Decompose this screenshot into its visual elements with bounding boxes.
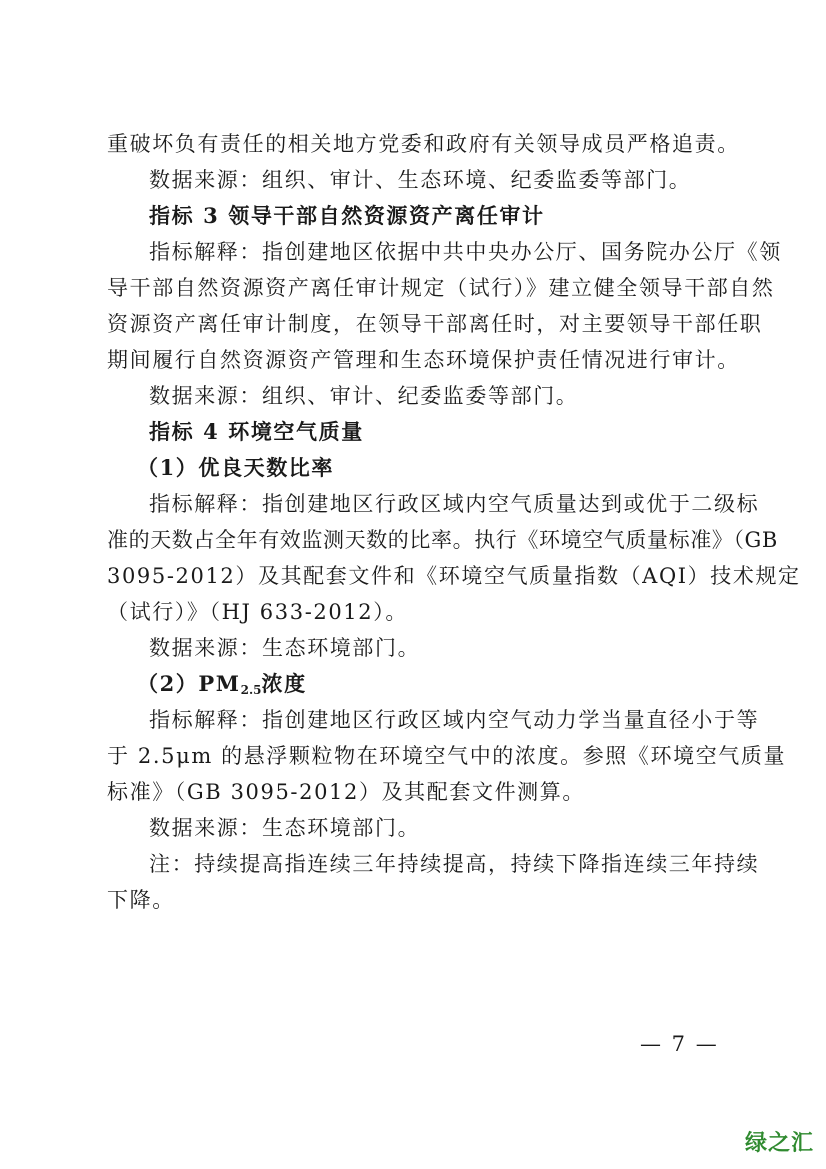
text-line: 标准》（GB 3095-2012）及其配套文件测算。 [107,780,585,804]
text-line: 资源资产离任审计制度，在领导干部离任时，对主要领导干部任职 [107,312,763,336]
paragraph-data-source-3 [107,630,721,666]
heading-suffix: 浓度 [261,671,307,696]
text-line: 准的天数占全年有效监测天数的比率。执行《环境空气质量标准》（GB [107,528,778,552]
document-body [107,126,801,918]
text-line: 指标解释：指创建地区行政区域内空气质量达到或优于二级标 [149,492,760,516]
heading-prefix: （2）PM [137,671,241,696]
text-line: 数据来源：生态环境部门。 [149,816,421,840]
text-line: 重破坏负有责任的相关地方党委和政府有关领导成员严格追责。 [107,132,740,156]
text-line: 下降。 [107,888,175,912]
text-line: 数据来源：组织、审计、纪委监委等部门。 [149,384,579,408]
paragraph-indicator-3-explanation [107,234,782,378]
paragraph-data-source-1 [107,162,721,198]
paragraph-pm25-explanation [107,702,787,810]
heading-pm25-concentration [107,666,721,702]
paragraph-data-source-4 [107,810,721,846]
heading-indicator-3 [107,198,721,234]
subsection-heading: （1）优良天数比率 [137,455,335,480]
text-line: 3095-2012）及其配套文件和《环境空气质量指数（AQI）技术规定 [107,564,801,588]
paragraph-note [107,846,760,918]
text-line: 期间履行自然资源资产管理和生态环境保护责任情况进行审计。 [107,348,740,372]
text-line: （试行）》（HJ 633-2012）。 [107,600,408,624]
heading-subscript: 2.5 [240,683,262,697]
subsection-heading [107,666,721,702]
paragraph-data-source-2 [107,378,721,414]
paragraph-accountability-end [107,126,740,162]
section-heading: 指标 4 环境空气质量 [149,419,364,444]
watermark-logo: 绿之汇 [744,1131,814,1156]
text-line: 于 2.5μm 的悬浮颗粒物在环境空气中的浓度。参照《环境空气质量 [107,744,787,768]
section-heading: 指标 3 领导干部自然资源资产离任审计 [149,203,545,228]
heading-indicator-4 [107,414,721,450]
text-line: 导干部自然资源资产离任审计规定（试行）》建立健全领导干部自然 [107,276,775,300]
heading-good-days-ratio [107,450,721,486]
text-line: 注：持续提高指连续三年持续提高，持续下降指连续三年持续 [149,852,760,876]
text-line: 指标解释：指创建地区依据中共中央办公厅、国务院办公厅《领 [149,240,782,264]
paragraph-good-days-explanation [107,486,801,630]
page-number: — 7 — [640,1032,719,1056]
text-line: 指标解释：指创建地区行政区域内空气动力学当量直径小于等 [149,708,760,732]
text-line: 数据来源：组织、审计、生态环境、纪委监委等部门。 [149,168,692,192]
text-line: 数据来源：生态环境部门。 [149,636,421,660]
